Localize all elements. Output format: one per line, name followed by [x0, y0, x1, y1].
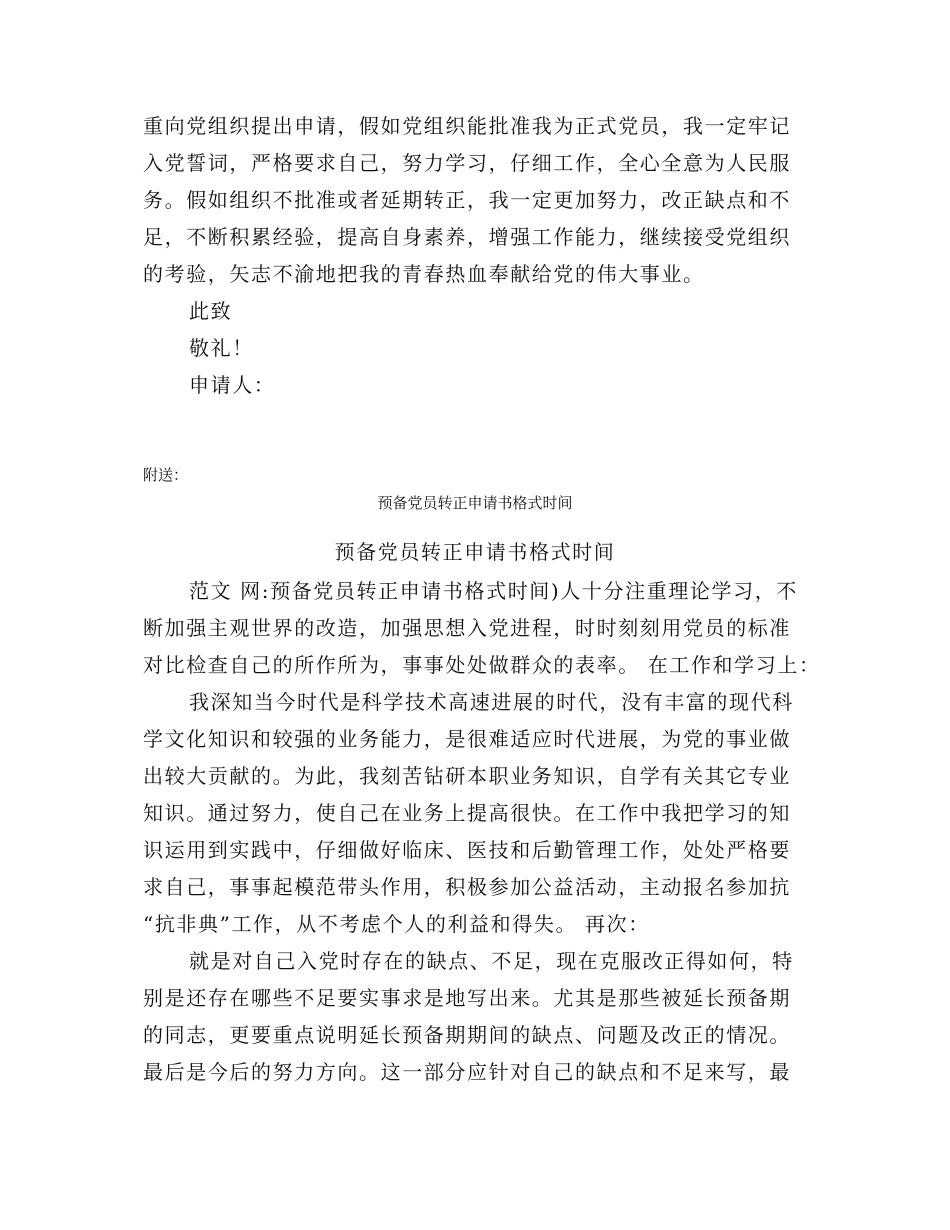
attachment-line-12: 别是还存在哪些不足要实事求是地写出来。尤其是那些被延长预备期: [143, 986, 791, 1010]
attachment-line-10: “抗非典”工作，从不考虑个人的利益和得失。 再次：: [143, 912, 650, 936]
applicant-label: 申请人：: [189, 373, 276, 397]
attachment-line-3: 对比检查自己的所作所为，事事处处做群众的表率。 在工作和学习上：: [143, 653, 821, 677]
attachment-line-6: 出较大贡献的。为此，我刻苦钻研本职业务知识，自学有关其它专业: [143, 764, 791, 788]
attachment-line-9: 求自己，事事起模范带头作用，积极参加公益活动，主动报名参加抗: [143, 875, 791, 899]
regards: 敬礼！: [189, 336, 254, 360]
attachment-line-13: 的同志，更要重点说明延长预备期期间的缺点、问题及改正的情况。: [143, 1023, 791, 1047]
attachment-line-8: 识运用到实践中，仔细做好临床、医技和后勤管理工作，处处严格要: [143, 838, 791, 862]
letter-line-2: 入党誓词，严格要求自己，努力学习，仔细工作，全心全意为人民服: [143, 151, 791, 175]
attachment-line-7: 知识。通过努力，使自己在业务上提高很快。在工作中我把学习的知: [143, 801, 791, 825]
attachment-line-4: 我深知当今时代是科学技术高速进展的时代，没有丰富的现代科: [189, 690, 794, 714]
letter-line-3: 务。假如组织不批准或者延期转正，我一定更加努力，改正缺点和不: [143, 188, 791, 212]
attachment-line-2: 断加强主观世界的改造，加强思想入党进程，时时刻刻用党员的标准: [143, 616, 791, 640]
salutation: 此致: [189, 299, 233, 323]
attachment-line-5: 学文化知识和较强的业务能力，是很难适应时代进展，为党的事业做: [143, 727, 791, 751]
letter-line-5: 的考验，矢志不渝地把我的青春热血奉献给党的伟大事业。: [143, 262, 705, 286]
attachment-small-title: 预备党员转正申请书格式时间: [377, 494, 573, 512]
letter-line-1: 重向党组织提出申请，假如党组织能批准我为正式党员，我一定牢记: [143, 114, 791, 138]
attachment-label: 附送：: [143, 466, 189, 484]
letter-line-4: 足，不断积累经验，提高自身素养，增强工作能力，继续接受党组织: [143, 225, 791, 249]
attachment-title: 预备党员转正申请书格式时间: [334, 540, 616, 564]
attachment-line-14: 最后是今后的努力方向。这一部分应针对自己的缺点和不足来写，最: [143, 1060, 791, 1084]
attachment-line-11: 就是对自己入党时存在的缺点、不足，现在克服改正得如何，特: [189, 949, 794, 973]
attachment-line-1: 范文 网:预备党员转正申请书格式时间)人十分注重理论学习，不: [189, 579, 798, 603]
